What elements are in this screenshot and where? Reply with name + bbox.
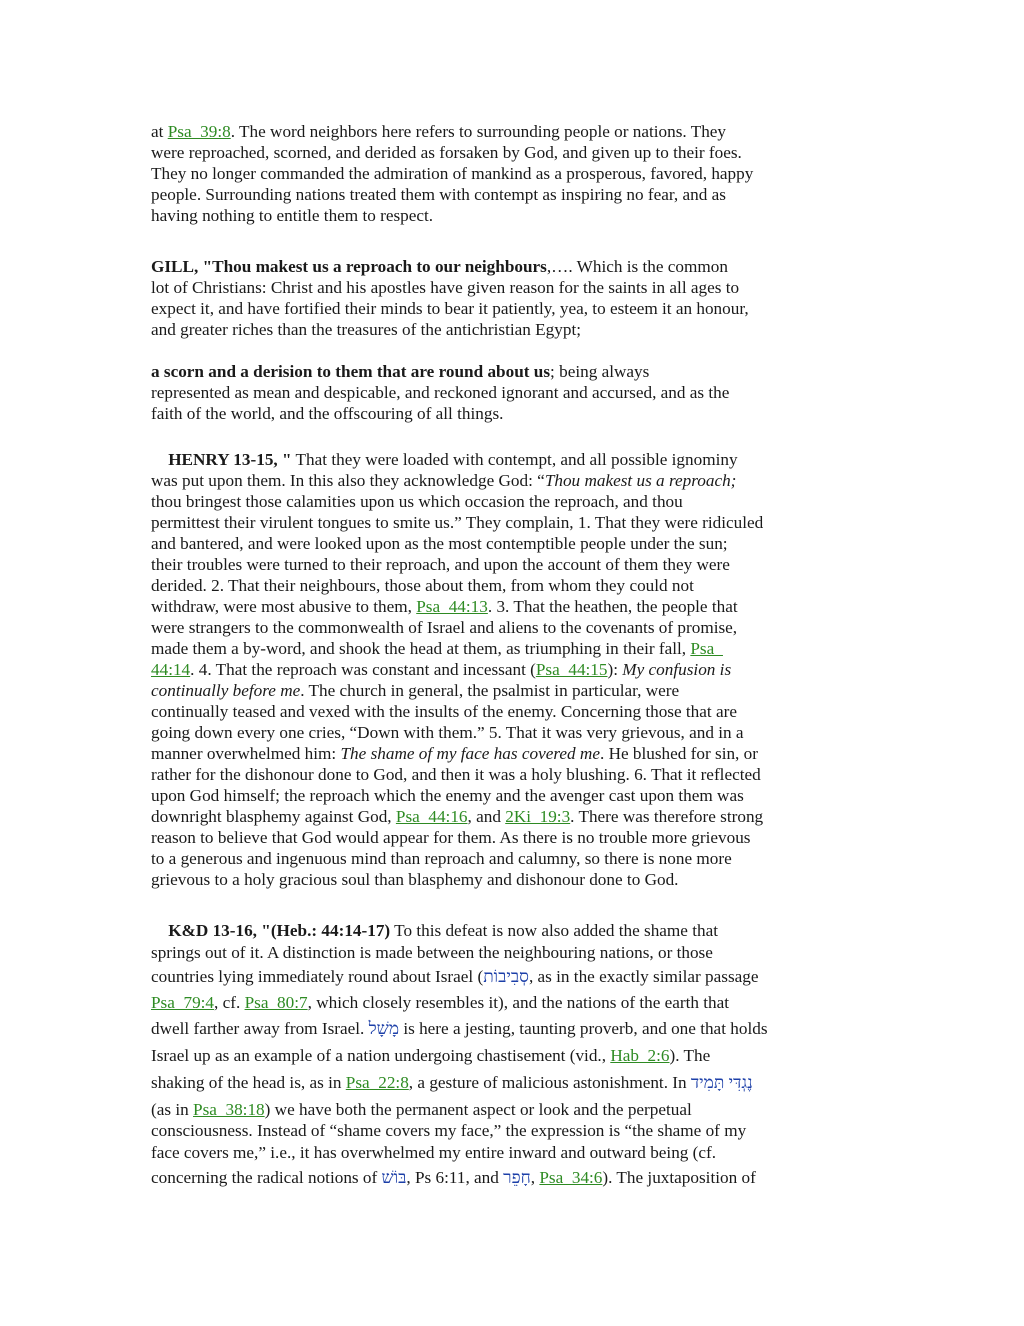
body-text: represented as mean and despicable, and reckoned ignorant and accursed, and as the	[151, 383, 730, 402]
body-text: expect it, and have fortified their minds to bear it patiently, yea, to esteem it an honour,	[151, 299, 749, 318]
text-line	[151, 1167, 756, 1188]
scripture-link[interactable]: 44:14	[151, 660, 191, 679]
body-text: were strangers to the commonwealth of Israel and aliens to the covenants of promise,	[151, 618, 738, 637]
body-text: They no longer commanded the admiration of mankind as a prosperous, favored, happy	[151, 164, 754, 183]
text-line	[151, 596, 738, 617]
text-line	[151, 470, 736, 491]
italic-text: My confusion is	[622, 660, 732, 679]
body-text: That they were loaded with contempt, and all possible ignominy	[291, 450, 738, 469]
text-line	[151, 1142, 716, 1163]
body-text: , a gesture of malicious astonishment. In	[408, 1073, 691, 1092]
body-text: Israel up as an example of a nation undergoing chastisement (vid.,	[151, 1046, 611, 1065]
body-text: was put upon them. In this also they acknowledge God: “	[151, 471, 545, 490]
body-text: thou bringest those calamities upon us which occasion the reproach, and thou	[151, 492, 683, 511]
body-text: going down every one cries, “Down with them.” 5. That it was very grievous, and in a	[151, 723, 744, 742]
text-line	[151, 533, 728, 554]
text-line	[151, 403, 503, 424]
body-text: , and	[467, 807, 506, 826]
text-line	[151, 382, 729, 403]
italic-text: The shame of my face has covered me	[340, 744, 600, 763]
body-text: and bantered, and were looked upon as the most contemptible people under the sun;	[151, 534, 728, 553]
body-text: made them a by-word, and shook the head at them, as triumphing in their fall,	[151, 639, 691, 658]
text-line	[151, 142, 742, 163]
text-line	[151, 319, 581, 340]
text-line	[151, 764, 761, 785]
scripture-link[interactable]: Psa_80:7	[244, 993, 308, 1012]
text-line	[151, 992, 729, 1013]
body-text: consciousness. Instead of “shame covers my face,” the expression is “the shame of my	[151, 1121, 747, 1140]
body-text: shaking of the head is, as in	[151, 1073, 346, 1092]
text-line	[151, 966, 759, 987]
body-text: . The church in general, the psalmist in particular, were	[300, 681, 680, 700]
body-text: springs out of it. A distinction is made between the neighbouring nations, or those	[151, 943, 713, 962]
text-line	[151, 361, 649, 382]
scripture-link[interactable]: Psa_34:6	[539, 1168, 603, 1187]
body-text: countries lying immediately round about Israel (	[151, 967, 484, 986]
text-line	[151, 205, 433, 226]
hebrew-word: בּוֹשׁ	[381, 1168, 407, 1187]
text-line	[151, 617, 737, 638]
body-text: , Ps 6:11, and	[406, 1168, 504, 1187]
text-line	[151, 806, 763, 827]
scripture-link[interactable]: Psa_44:13	[416, 597, 488, 616]
body-text: ):	[607, 660, 623, 679]
body-text: ) we have both the permanent aspect or look and the perpetual	[264, 1100, 692, 1119]
body-text: , which closely resembles it), and the nations of the earth that	[307, 993, 730, 1012]
bold-heading-text: HENRY 13-15, "	[151, 450, 292, 469]
body-text: having nothing to entitle them to respect.	[151, 206, 434, 225]
body-text: . The word neighbors here refers to surrounding people or nations. They	[230, 122, 727, 141]
text-line	[151, 659, 731, 680]
scripture-link[interactable]: Psa_	[690, 639, 723, 658]
text-line	[151, 1018, 768, 1039]
body-text: ). The	[669, 1046, 711, 1065]
text-line	[151, 827, 751, 848]
text-line	[151, 1072, 753, 1093]
text-line	[151, 722, 744, 743]
scripture-link[interactable]: Psa_44:16	[395, 807, 468, 826]
body-text: and greater riches than the treasures of the antichristian Egypt;	[151, 320, 581, 339]
text-line	[151, 920, 718, 941]
text-line	[151, 277, 739, 298]
text-line	[151, 121, 726, 142]
body-text: rather for the dishonour done to God, and then it was a holy blushing. 6. That it reflected	[151, 765, 761, 784]
text-line	[151, 1045, 710, 1066]
scripture-link[interactable]: Psa_22:8	[345, 1073, 409, 1092]
body-text: downright blasphemy against God,	[151, 807, 396, 826]
body-text: faith of the world, and the offscouring of all things.	[151, 404, 504, 423]
text-line	[151, 848, 732, 869]
bold-heading-text: a scorn and a derision to them that are round about us	[151, 362, 551, 381]
text-line	[151, 743, 758, 764]
text-line	[151, 184, 726, 205]
bold-heading-text: K&D 13-16, "(Heb.: 44:14-17)	[151, 921, 391, 940]
text-line	[151, 163, 753, 184]
scripture-link[interactable]: 2Ki_19:3	[505, 807, 571, 826]
body-text: . He blushed for sin, or	[599, 744, 758, 763]
text-line	[151, 449, 738, 470]
body-text: manner overwhelmed him:	[151, 744, 341, 763]
body-text: were reproached, scorned, and derided as forsaken by God, and given up to their foes.	[151, 143, 742, 162]
body-text: derided. 2. That their neighbours, those about them, from whom they could not	[151, 576, 694, 595]
text-line	[151, 298, 749, 319]
italic-text: Thou makest us a reproach;	[544, 471, 737, 490]
body-text: upon God himself; the reproach which the enemy and the avenger cast upon them was	[151, 786, 744, 805]
hebrew-word: סְבִיבוֹת	[483, 967, 529, 986]
text-line	[151, 575, 694, 596]
body-text: reason to believe that God would appear for them. As there is no trouble more grievous	[151, 828, 751, 847]
text-line	[151, 491, 683, 512]
body-text: dwell farther away from Israel.	[151, 1019, 369, 1038]
text-line	[151, 1099, 692, 1120]
text-line	[151, 512, 763, 533]
text-line	[151, 701, 737, 722]
text-line	[151, 256, 728, 277]
body-text: permittest their virulent tongues to smite us.” They complain, 1. That they were ridiculed	[151, 513, 764, 532]
body-text: to a generous and ingenuous mind than reproach and calumny, so there is none more	[151, 849, 732, 868]
body-text: ,…. Which is the common	[546, 257, 728, 276]
body-text: (as in	[151, 1100, 194, 1119]
body-text: their troubles were turned to their reproach, and upon the account of them they were	[151, 555, 730, 574]
body-text: . There was therefore strong	[570, 807, 764, 826]
text-line	[151, 554, 730, 575]
scripture-link[interactable]: Psa_79:4	[151, 993, 215, 1012]
body-text: withdraw, were most abusive to them,	[151, 597, 417, 616]
body-text: , cf.	[214, 993, 245, 1012]
scripture-link[interactable]: Psa_38:18	[193, 1100, 265, 1119]
body-text: . 3. That the heathen, the people that	[487, 597, 738, 616]
body-text: ; being always	[550, 362, 650, 381]
hebrew-word: נֶגְדִּי תָּמִיד	[690, 1073, 753, 1092]
scripture-link[interactable]: Hab_2:6	[610, 1046, 670, 1065]
text-line	[151, 1120, 746, 1141]
text-line	[151, 942, 713, 963]
bold-heading-text: GILL, "Thou makest us a reproach to our neighbours	[151, 257, 547, 276]
hebrew-word: חָפֵר	[503, 1168, 531, 1187]
text-line	[151, 638, 723, 659]
body-text: at	[151, 122, 168, 141]
text-line	[151, 785, 744, 806]
body-text: people. Surrounding nations treated them with contempt as inspiring no fear, and as	[151, 185, 726, 204]
scripture-link[interactable]: Psa_44:15	[535, 660, 608, 679]
scripture-link[interactable]: Psa_39:8	[167, 122, 231, 141]
text-line	[151, 869, 678, 890]
body-text: is here a jesting, taunting proverb, and one that holds	[399, 1019, 768, 1038]
body-text: grievous to a holy gracious soul than blasphemy and dishonour done to God.	[151, 870, 679, 889]
body-text: ,	[530, 1168, 540, 1187]
body-text: . 4. That the reproach was constant and incessant (	[190, 660, 536, 679]
body-text: concerning the radical notions of	[151, 1168, 382, 1187]
text-line	[151, 680, 679, 701]
body-text: , as in the exactly similar passage	[528, 967, 759, 986]
body-text: lot of Christians: Christ and his apostles have given reason for the saints in all ages to	[151, 278, 740, 297]
body-text: ). The juxtaposition of	[602, 1168, 756, 1187]
body-text: continually teased and vexed with the insults of the enemy. Concerning those that are	[151, 702, 737, 721]
body-text: To this defeat is now also added the shame that	[390, 921, 718, 940]
hebrew-word: מָשָׁל	[368, 1019, 400, 1038]
italic-text: continually before me	[151, 681, 301, 700]
body-text: face covers me,” i.e., it has overwhelmed my entire inward and outward being (cf.	[151, 1143, 717, 1162]
